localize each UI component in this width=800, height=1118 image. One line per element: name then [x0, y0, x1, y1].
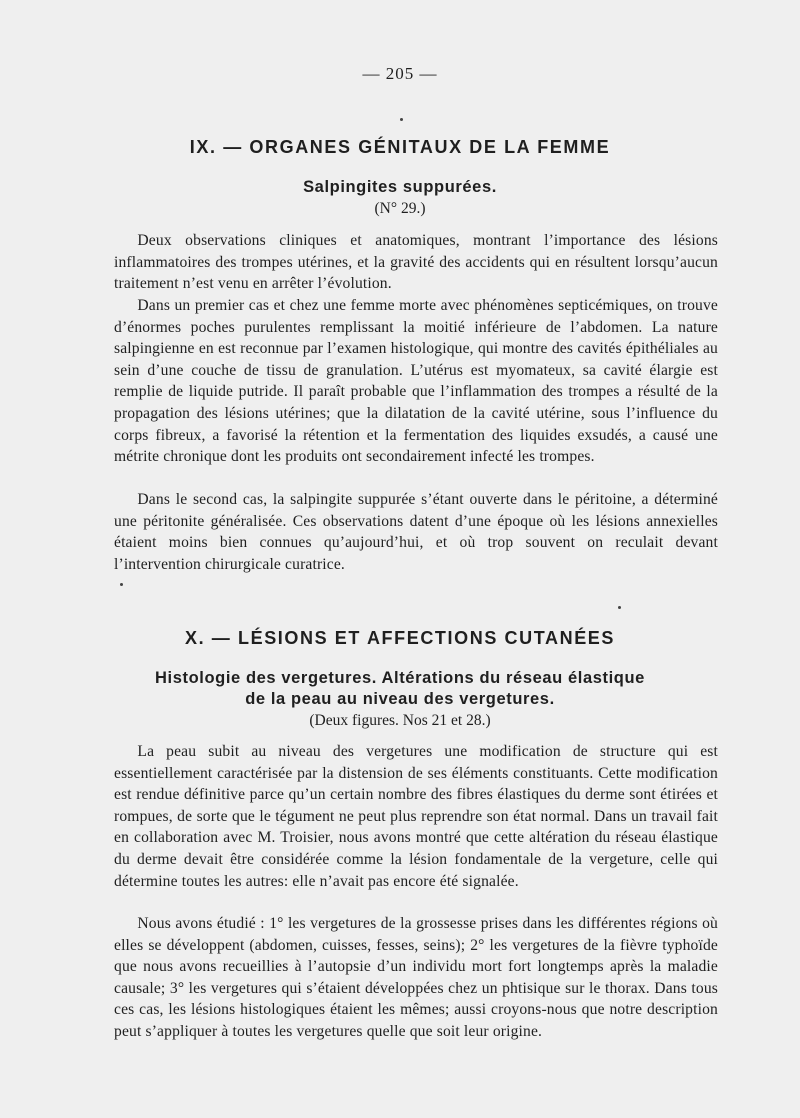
section-ix-paragraph-2: Dans un premier cas et chez une femme morte avec phénomènes septicémiques, on trouve d’énormes poches purulentes remplissant la moitié inférieure de l’abdomen. La nature salpingienne en est reconnue par l’examen histologique, qui montre des cavités épithéliales au sein d’une couche de tissu de granulation. L’utérus est myomateux, sa cavité élargie est remplie de liquide putride. Il paraît probable que l’inflammation des trompes a résulté de la propagation des lésions utérines; que la dilatation de la cavité utérine, sous l’influence du corps fibreux, a favorisé la rétention et la fermentation des liquides exsudés, a causé une métrite chronique dont les produits ont secondairement infecté les trompes.	[114, 297, 718, 466]
ink-speck	[400, 118, 403, 121]
section-ix-paragraph-3: Dans le second cas, la salpingite suppurée s’étant ouverte dans le péritoine, a déterminé une péritonite généralisée. Ces observations datent d’une époque où les lésions annexielles étaient moins bien connues qu’aujourd’hui, et où trop souvent on reculait devant l’intervention chirurgicale curatrice.	[114, 491, 718, 573]
section-ix-paragraph-1: Deux observations cliniques et anatomiques, montrant l’importance des lésions inflammatoires des trompes utérines, et la gravité des accidents qui en résultent lorsqu’aucun traitement n’est venu en arrêter l’évolution.	[114, 232, 718, 293]
section-ix-title: IX. — ORGANES GÉNITAUX DE LA FEMME	[189, 137, 611, 157]
section-x-reference: (Deux figures. Nos 21 et 28.)	[309, 712, 491, 729]
section-x-paragraph-1: La peau subit au niveau des vergetures une modification de structure qui est essentiellement caractérisée par la distension de ses éléments constituants. Cette modification est rendue définitive parce qu’un certain nombre des fibres élastiques du derme sont étirées et rompues, de sorte que le tégument ne peut plus reprendre son état normal. Dans un travail fait en collaboration avec M. Troisier, nous avons montré que cette altération du réseau élastique du derme devait être considérée comme la lésion fondamentale de la vergeture, celle qui détermine toutes les autres: elle n’avait pas encore été signalée.	[114, 743, 718, 890]
page-number: — 205 —	[362, 64, 438, 83]
ink-speck	[618, 606, 621, 609]
section-x-paragraph-2: Nous avons étudié : 1° les vergetures de la grossesse prises dans les différentes régions où elles se développent (abdomen, cuisses, fesses, seins); 2° les vergetures de la fièvre typhoïde que nous avons recueillies à l’autopsie d’un individu mort fort longtemps après la maladie causale; 3° les vergetures qui s’étaient développées chez un phtisique sur le thorax. Dans tous ces cas, les lésions histologiques étaient les mêmes; aussi croyons-nous que notre description peut s’appliquer à toutes les vergetures quelle que soit leur origine.	[114, 915, 718, 1040]
section-x-subtitle-line-2: de la peau au niveau des vergetures.	[245, 690, 555, 708]
ink-speck	[120, 583, 123, 586]
section-ix-reference: (N° 29.)	[374, 200, 426, 217]
section-ix-subtitle: Salpingites suppurées.	[303, 178, 497, 196]
section-x-title: X. — LÉSIONS ET AFFECTIONS CUTANÉES	[184, 628, 616, 648]
section-x-subtitle-line-1: Histologie des vergetures. Altérations du réseau élastique	[155, 669, 645, 687]
